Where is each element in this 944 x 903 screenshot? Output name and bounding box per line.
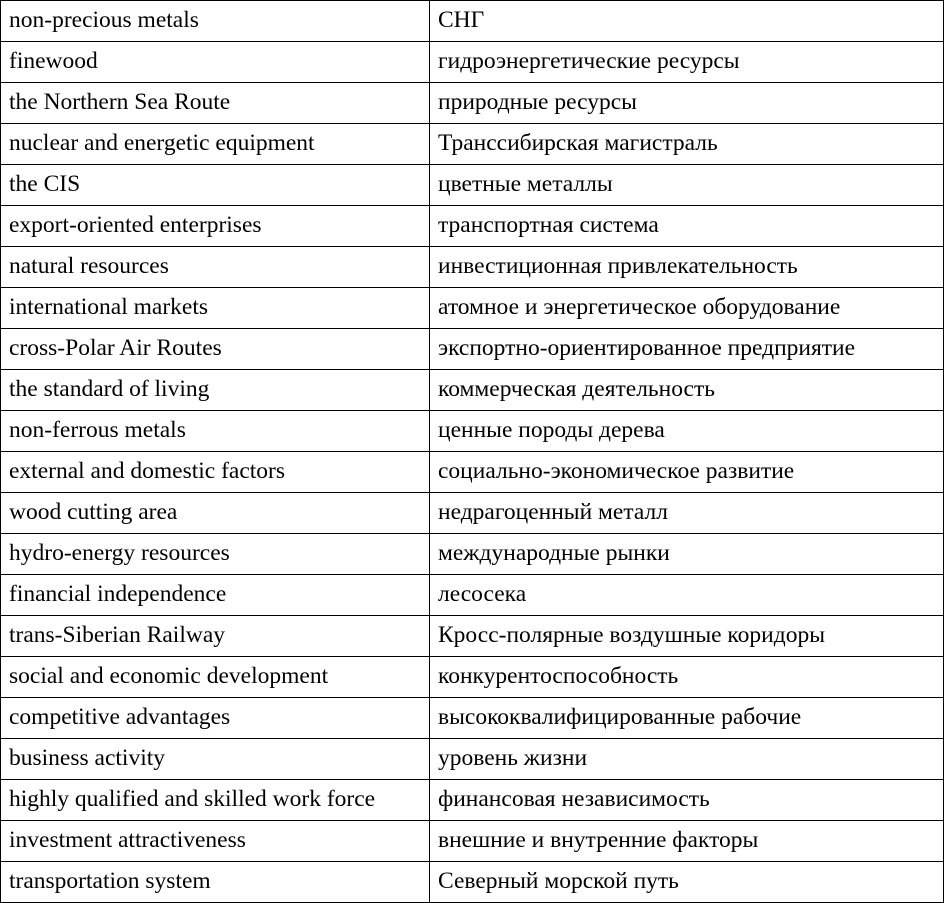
table-row [1,493,944,534]
english-term-cell: natural resources [1,247,430,288]
english-term-cell: non-ferrous metals [1,411,430,452]
english-term-cell: the CIS [1,165,430,206]
russian-term-cell: экспортно-ориентированное предприятие [430,329,944,370]
english-term-cell: trans-Siberian Railway [1,616,430,657]
russian-term-cell: Северный морской путь [430,862,944,903]
table-row [1,1,944,42]
table-row [1,124,944,165]
table-row [1,616,944,657]
table-row [1,862,944,903]
russian-term-cell: конкурентоспособность [430,657,944,698]
english-term-cell: export-oriented enterprises [1,206,430,247]
table-row [1,370,944,411]
english-term-cell: nuclear and energetic equipment [1,124,430,165]
english-term-cell: highly qualified and skilled work force [1,780,430,821]
table-row [1,411,944,452]
table-row [1,329,944,370]
russian-term-cell: Кросс-полярные воздушные коридоры [430,616,944,657]
table-row [1,657,944,698]
russian-term-cell: ценные породы дерева [430,411,944,452]
russian-term-cell: цветные металлы [430,165,944,206]
table-row [1,780,944,821]
english-term-cell: non-precious metals [1,1,430,42]
russian-term-cell: СНГ [430,1,944,42]
table-row [1,288,944,329]
russian-term-cell: природные ресурсы [430,83,944,124]
english-term-cell: finewood [1,42,430,83]
russian-term-cell: социально-экономическое развитие [430,452,944,493]
table-row [1,821,944,862]
english-term-cell: business activity [1,739,430,780]
table-row [1,698,944,739]
russian-term-cell: уровень жизни [430,739,944,780]
table-row [1,165,944,206]
russian-term-cell: атомное и энергетическое оборудование [430,288,944,329]
russian-term-cell: гидроэнергетические ресурсы [430,42,944,83]
table-row [1,83,944,124]
table-row [1,247,944,288]
english-term-cell: international markets [1,288,430,329]
english-term-cell: financial independence [1,575,430,616]
table-row [1,42,944,83]
table-row [1,206,944,247]
russian-term-cell: коммерческая деятельность [430,370,944,411]
table-row [1,452,944,493]
russian-term-cell: международные рынки [430,534,944,575]
russian-term-cell: внешние и внутренние факторы [430,821,944,862]
russian-term-cell: лесосека [430,575,944,616]
table-row [1,534,944,575]
russian-term-cell: транспортная система [430,206,944,247]
table-body [1,1,944,903]
russian-term-cell: инвестиционная привлекательность [430,247,944,288]
english-term-cell: cross-Polar Air Routes [1,329,430,370]
table-row [1,575,944,616]
english-term-cell: transportation system [1,862,430,903]
english-term-cell: hydro-energy resources [1,534,430,575]
russian-term-cell: Транссибирская магистраль [430,124,944,165]
russian-term-cell: высококвалифицированные рабочие [430,698,944,739]
english-term-cell: external and domestic factors [1,452,430,493]
english-term-cell: competitive advantages [1,698,430,739]
english-term-cell: wood cutting area [1,493,430,534]
english-term-cell: the standard of living [1,370,430,411]
russian-term-cell: финансовая независимость [430,780,944,821]
table-row [1,739,944,780]
english-term-cell: social and economic development [1,657,430,698]
russian-term-cell: недрагоценный металл [430,493,944,534]
english-term-cell: investment attractiveness [1,821,430,862]
english-term-cell: the Northern Sea Route [1,83,430,124]
